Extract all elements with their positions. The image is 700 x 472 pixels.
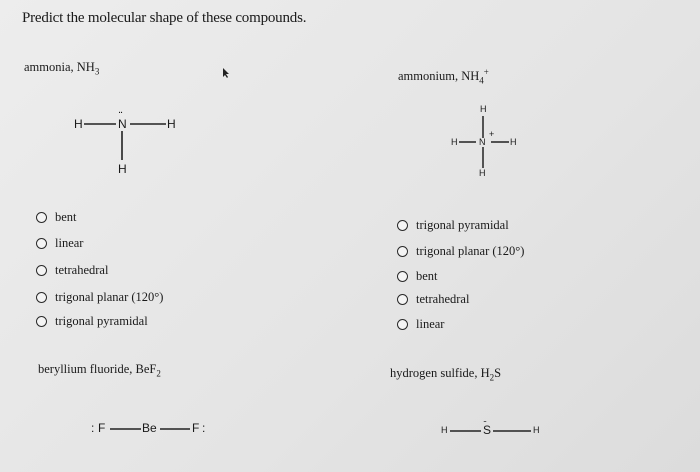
nh3-h-left: H	[74, 117, 83, 131]
radio-button[interactable]	[36, 316, 47, 327]
nh3-h-right: H	[167, 117, 176, 131]
h2s-label	[390, 366, 501, 383]
ammonia-label	[24, 60, 99, 77]
nh4-h-right: H	[510, 137, 517, 147]
nh3-option-bent[interactable]: bent	[36, 210, 77, 225]
radio-button[interactable]	[36, 238, 47, 249]
bef2-f-right: F	[192, 421, 200, 435]
ammonium-subscript: 4	[479, 75, 484, 86]
nh4-option-linear[interactable]: linear	[397, 317, 444, 332]
ammonia-subscript: 3	[94, 66, 100, 77]
radio-button[interactable]	[397, 246, 408, 257]
ammonia-name: ammonia, NH	[24, 60, 95, 74]
bef2-subscript: 2	[156, 368, 161, 379]
bef2-f-right-lone-pair: :	[202, 421, 206, 435]
bef2-name: beryllium fluoride, BeF	[38, 362, 157, 376]
radio-button[interactable]	[397, 271, 408, 282]
ammonium-name: ammonium, NH	[398, 69, 480, 84]
radio-button[interactable]	[36, 265, 47, 276]
radio-button[interactable]	[397, 294, 408, 305]
nh3-option-tetrahedral[interactable]: tetrahedral	[36, 263, 108, 278]
h2s-s-center: S	[483, 423, 492, 437]
radio-button[interactable]	[36, 212, 47, 223]
radio-button[interactable]	[36, 292, 47, 303]
bef2-f-left-lone-pair: :	[91, 421, 95, 435]
nh4-h-bottom: H	[479, 168, 486, 178]
nh3-option-linear[interactable]: linear	[36, 236, 83, 251]
nh3-n-center: N	[118, 117, 127, 131]
h2s-name-post: S	[494, 366, 502, 380]
radio-button[interactable]	[397, 220, 408, 231]
h2s-lone-pair: ..	[483, 414, 487, 424]
nh4-charge: +	[489, 129, 495, 139]
h2s-h-left: H	[441, 425, 448, 435]
h2s-subscript: 2	[489, 372, 495, 383]
nh4-n-center: N	[479, 137, 486, 147]
mouse-cursor-icon	[222, 67, 230, 79]
bef2-label	[38, 362, 161, 379]
prompt-title: Predict the molecular shape of these compounds.	[22, 10, 307, 26]
ammonium-charge-sup: +	[483, 67, 489, 77]
nh4-option-bent[interactable]: bent	[397, 269, 438, 284]
nh3-option-trigonal-planar[interactable]: trigonal planar (120°)	[36, 290, 163, 305]
nh4-h-left: H	[451, 137, 458, 147]
nh3-lone-pair: ..	[118, 104, 123, 116]
nh4-h-top: H	[480, 104, 487, 114]
radio-button[interactable]	[397, 319, 408, 330]
bef2-be-center: Be	[142, 421, 157, 435]
nh4-option-trigonal-pyramidal[interactable]: trigonal pyramidal	[397, 218, 509, 233]
h2s-name-pre: hydrogen sulfide, H	[390, 366, 490, 380]
h2s-h-right: H	[533, 425, 540, 435]
bef2-f-left: F	[98, 421, 106, 435]
ammonium-label	[398, 67, 489, 86]
nh4-option-trigonal-planar[interactable]: trigonal planar (120°)	[397, 244, 524, 259]
nh3-h-bottom: H	[118, 162, 127, 176]
nh3-option-trigonal-pyramidal[interactable]: trigonal pyramidal	[36, 314, 148, 329]
nh4-option-tetrahedral[interactable]: tetrahedral	[397, 292, 469, 307]
